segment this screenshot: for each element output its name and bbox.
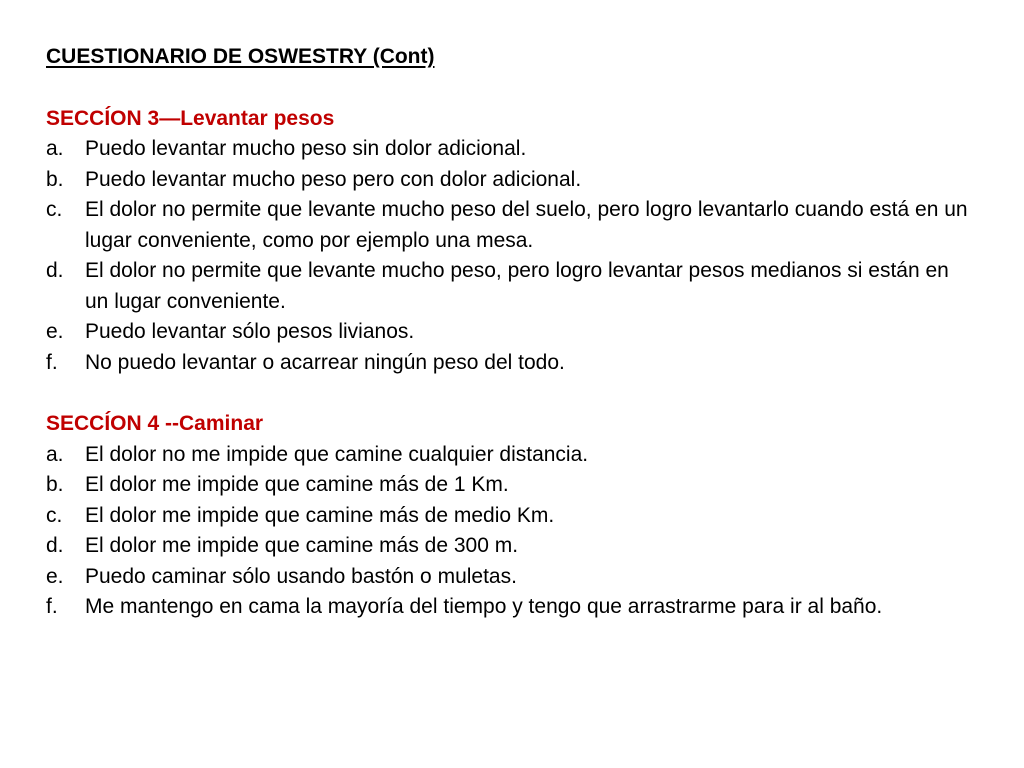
item-letter: a. [46, 137, 64, 160]
list-item [46, 562, 976, 593]
section-3 [46, 104, 976, 379]
list-item [46, 256, 976, 317]
item-text: Puedo levantar mucho peso sin dolor adicional. [85, 137, 527, 160]
item-text: Puedo levantar mucho peso pero con dolor adicional. [85, 167, 582, 191]
item-text: El dolor no permite que levante mucho peso, pero logro levantar pesos medianos si están en un lugar conveniente. [85, 259, 949, 313]
item-text: Puedo caminar sólo usando bastón o muletas. [85, 564, 517, 588]
item-text: El dolor me impide que camine más de medio Km. [85, 503, 555, 527]
item-letter: a. [46, 442, 64, 466]
item-letter: f. [46, 350, 58, 374]
item-letter: e. [46, 564, 64, 588]
section-4 [46, 409, 976, 623]
item-text: El dolor no permite que levante mucho peso del suelo, pero logro levantarlo cuando está en un lugar conveniente, como por ejemplo una mesa. [85, 198, 968, 252]
item-text: Me mantengo en cama la mayoría del tiempo y tengo que arrastrarme para ir al baño. [85, 595, 883, 618]
item-letter: f. [46, 595, 58, 618]
list-item [46, 440, 976, 471]
list-item [46, 592, 976, 623]
item-letter: c. [46, 503, 63, 527]
list-item [46, 501, 976, 532]
list-item [46, 165, 976, 196]
item-letter: c. [46, 198, 63, 221]
item-text: El dolor me impide que camine más de 1 Km. [85, 473, 509, 496]
section-heading: SECCÍON 4 --Caminar [46, 412, 264, 435]
slide-content [46, 42, 976, 623]
item-letter: b. [46, 473, 64, 496]
item-letter: e. [46, 320, 64, 343]
item-letter: d. [46, 534, 64, 557]
list-item [46, 317, 976, 348]
list-item [46, 470, 976, 501]
item-list [46, 134, 976, 378]
section-heading: SECCÍON 3—Levantar pesos [46, 106, 335, 130]
page-title: CUESTIONARIO DE OSWESTRY (Cont) [46, 45, 435, 68]
item-letter: d. [46, 259, 64, 282]
item-text: El dolor me impide que camine más de 300 m. [85, 534, 519, 557]
item-text: El dolor no me impide que camine cualquier distancia. [85, 442, 589, 466]
item-text: Puedo levantar sólo pesos livianos. [85, 320, 415, 343]
list-item [46, 531, 976, 562]
item-letter: b. [46, 167, 64, 191]
list-item [46, 348, 976, 379]
list-item [46, 195, 976, 256]
item-list [46, 440, 976, 623]
list-item [46, 134, 976, 165]
item-text: No puedo levantar o acarrear ningún peso del todo. [85, 350, 565, 374]
